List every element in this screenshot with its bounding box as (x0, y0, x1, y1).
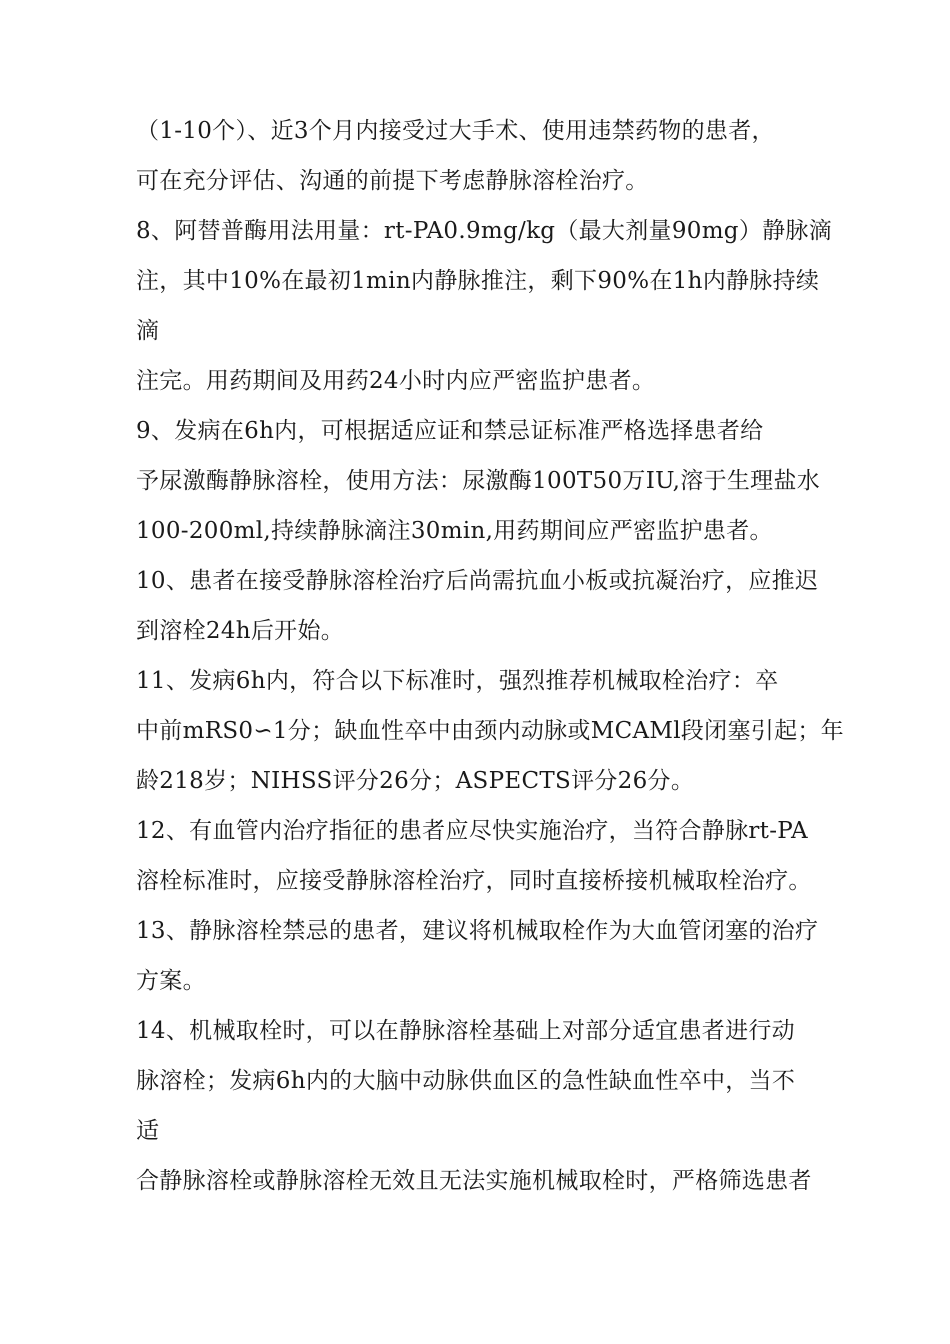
text-line: 11、发病6h内，符合以下标准时，强烈推荐机械取栓治疗：卒 (136, 668, 779, 694)
text-line: 14、机械取栓时，可以在静脉溶栓基础上对部分适宜患者进行动 (136, 1018, 795, 1044)
text-line: 合静脉溶栓或静脉溶栓无效且无法实施机械取栓时，严格筛选患者 (136, 1168, 812, 1194)
text-line: 12、有血管内治疗指征的患者应尽快实施治疗，当符合静脉rt-PA (136, 818, 808, 844)
text-line: 8、阿替普酶用法用量：rt-PA0.9mg/kg（最大剂量90mg）静脉滴 (136, 218, 833, 244)
text-line: 脉溶栓；发病6h内的大脑中动脉供血区的急性缺血性卒中，当不 (136, 1068, 796, 1094)
text-line: 方案。 (136, 968, 206, 994)
text-line: 予尿激酶静脉溶栓，使用方法：尿激酶100T50万IU,溶于生理盐水 (136, 468, 821, 494)
text-line: 注，其中10%在最初1min内静脉推注，剩下90%在1h内静脉持续 (136, 268, 820, 294)
text-line: 到溶栓24h后开始。 (136, 618, 345, 644)
text-line: 中前mRS0∽1分；缺血性卒中由颈内动脉或MCAMl段闭塞引起；年 (136, 718, 844, 744)
text-line: 滴 (136, 318, 160, 344)
text-line: 10、患者在接受静脉溶栓治疗后尚需抗血小板或抗凝治疗，应推迟 (136, 568, 819, 594)
text-line: 9、发病在6h内，可根据适应证和禁忌证标准严格选择患者给 (136, 418, 764, 444)
text-line: （1-10个）、近3个月内接受过大手术、使用违禁药物的患者， (136, 118, 775, 144)
text-line: 适 (136, 1118, 160, 1144)
text-line: 100-200ml,持续静脉滴注30min,用药期间应严密监护患者。 (136, 518, 773, 544)
text-line: 可在充分评估、沟通的前提下考虑静脉溶栓治疗。 (136, 168, 649, 194)
text-line: 溶栓标准时，应接受静脉溶栓治疗，同时直接桥接机械取栓治疗。 (136, 868, 812, 894)
text-line: 注完。用药期间及用药24小时内应严密监护患者。 (136, 368, 656, 394)
text-line: 龄218岁；NIHSS评分26分；ASPECTS评分26分。 (136, 768, 695, 794)
text-line: 13、静脉溶栓禁忌的患者，建议将机械取栓作为大血管闭塞的治疗 (136, 918, 819, 944)
